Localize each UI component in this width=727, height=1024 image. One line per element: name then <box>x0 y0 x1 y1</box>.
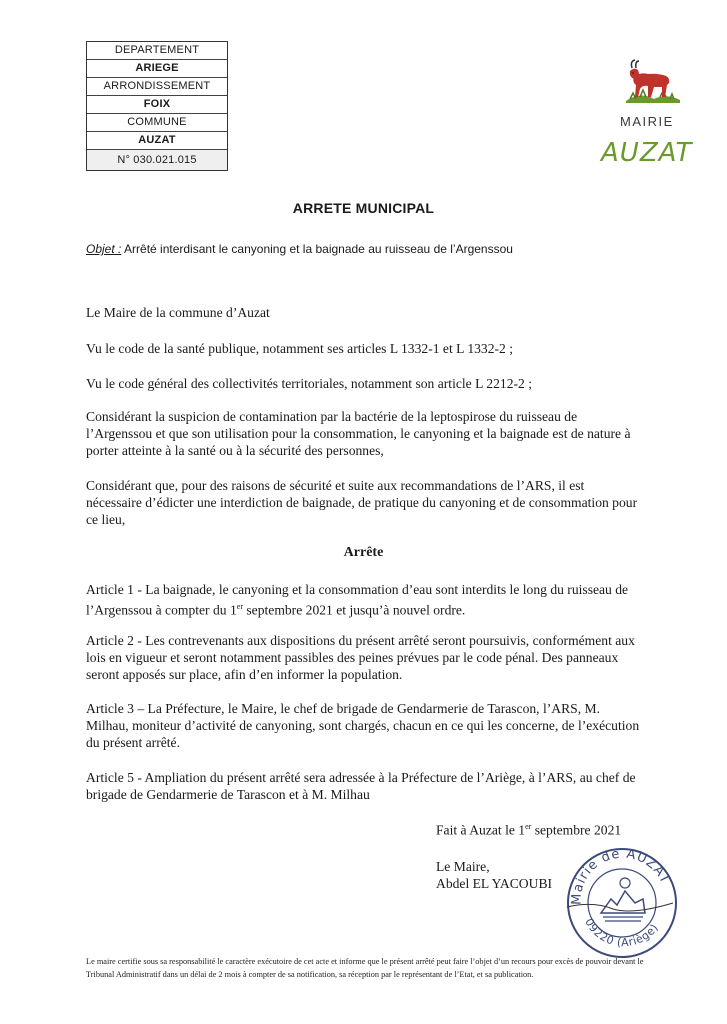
chamois-icon <box>596 55 711 115</box>
subject-text: Arrêté interdisant le canyoning et la baignade au ruisseau de l’Argenssou <box>121 242 513 256</box>
paragraph-code-sante: Vu le code de la santé publique, notamment ses articles L 1332-1 et L 1332-2 ; <box>86 341 514 356</box>
article-1-superscript: er <box>236 602 243 611</box>
stamp-top-text: Mairie de AUZAT <box>569 846 673 906</box>
department-label: DEPARTEMENT <box>87 42 227 60</box>
article-1 <box>86 581 642 619</box>
commune-value: AUZAT <box>87 132 227 150</box>
official-stamp <box>563 843 681 961</box>
stamp-bottom-text: 09220 (Ariège) <box>582 916 662 950</box>
article-1-text: Article 1 - La baignade, le canyoning et la consommation d’eau sont interdits le long du ruisseau de l’Argenssou à compter du 1 <box>86 582 629 618</box>
paragraph-considerant-2: Considérant que, pour des raisons de sécurité et suite aux recommandations de l’ARS, il est nécessaire d’édicter une interdiction de baignade, de pratique du canyoning et de consommation pour ce lieu, <box>86 478 638 527</box>
document-title: ARRETE MUNICIPAL <box>292 200 435 216</box>
article-2: Article 2 - Les contrevenants aux dispositions du présent arrêté seront poursuivis, conformément aux lois en vigueur et seront notamment passibles des peines prévues par le code pénal. Des panneaux seront apposés sur place, afin d’en informer la population. <box>86 633 635 682</box>
paragraph-mayor-intro: Le Maire de la commune d’Auzat <box>86 305 270 320</box>
place-date <box>436 822 621 839</box>
signatory-block <box>436 858 552 892</box>
arrondissement-label: ARRONDISSEMENT <box>87 78 227 96</box>
article-1-text-end: septembre 2021 et jusqu’à nouvel ordre. <box>242 602 466 618</box>
commune-label: COMMUNE <box>87 114 227 132</box>
article-5: Article 5 - Ampliation du présent arrêté sera adressée à la Préfecture de l’Ariège, à l’ARS, au chef de brigade de Gendarmerie de Tarascon et à M. Milhau <box>86 770 636 802</box>
subject-label: Objet : <box>86 242 122 256</box>
place-date-text: Fait à Auzat le 1 <box>436 822 526 838</box>
place-date-text-end: septembre 2021 <box>531 822 622 838</box>
department-value: ARIEGE <box>87 60 227 78</box>
paragraph-considerant-1: Considérant la suspicion de contamination par la bactérie de la leptospirose du ruisseau de l’Argenssou et que son utilisation pour la consommation, le canyoning et la baignade est de nature à porter atteinte à la santé ou à la sécurité des personnes, <box>86 409 631 458</box>
signatory-name: Abdel EL YACOUBI <box>436 876 553 891</box>
subject-line <box>86 242 513 256</box>
arrondissement-value: FOIX <box>87 96 227 114</box>
article-3: Article 3 – La Préfecture, le Maire, le chef de brigade de Gendarmerie de Tarascon, l’ARS, M. Milhau, moniteur d’activité de canyoning, sont chargés, chacun en ce qui les concerne, de l’exécution du présent arrêté. <box>86 701 640 750</box>
logo-mairie-text: MAIRIE <box>620 114 674 129</box>
logo-auzat-text: AUZAT <box>601 138 693 168</box>
paragraph-code-collectivites: Vu le code général des collectivités territoriales, notamment son article L 2212-2 ; <box>86 376 532 391</box>
decree-number: N° 030.021.015 <box>87 150 227 170</box>
place-date-superscript: er <box>525 822 532 831</box>
arrete-heading: Arrête <box>343 545 384 560</box>
administrative-header-table <box>86 41 228 171</box>
legal-footer: Le maire certifie sous sa responsabilité le caractère exécutoire de cet acte et informe que le présent arrêté peut faire l’objet d’un recours pour excès de pouvoir devant le Tribunal Administratif dans un délai de 2 mois à compter de sa notification, sa réception par le représentant de l’Etat, et sa publication. <box>86 957 644 979</box>
signatory-role: Le Maire, <box>436 859 490 874</box>
